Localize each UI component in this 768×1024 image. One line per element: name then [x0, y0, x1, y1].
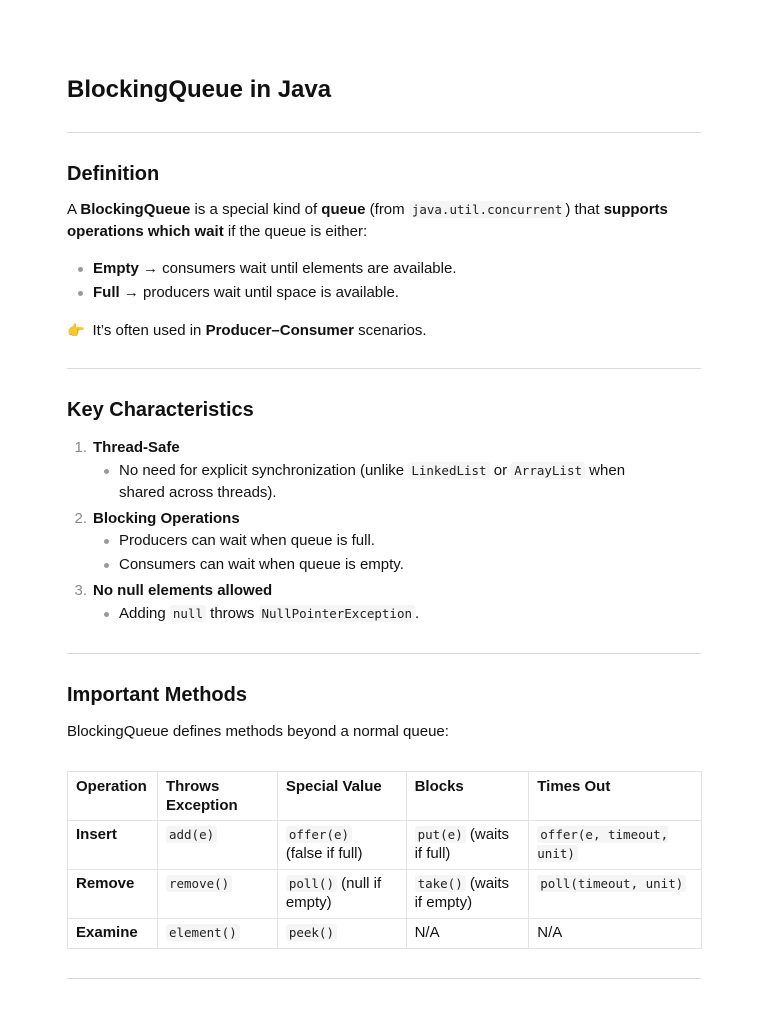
divider	[67, 368, 701, 369]
list-item: Producers can wait when queue is full.	[119, 532, 375, 549]
bullet-dot	[104, 469, 109, 474]
list-item: No need for explicit synchronization (unlike LinkedList or ArrayList when	[119, 462, 626, 479]
list-item: Empty → consumers wait until elements are available.	[93, 260, 457, 277]
list-item-title: No null elements allowed	[93, 582, 273, 599]
blocks-cell: take() (waits if empty)	[406, 870, 529, 919]
bullet-dot	[78, 267, 83, 272]
special-value-cell: peek()	[277, 919, 406, 949]
definition-paragraph: A BlockingQueue is a special kind of queue (from java.util.concurrent ) that supports operations which wait if the queue is either:	[67, 201, 668, 240]
column-header: Times Out	[529, 772, 702, 821]
note-paragraph: 👉 It’s often used in Producer–Consumer scenarios.	[67, 322, 427, 339]
list-item: Adding null throws NullPointerException .	[119, 605, 420, 622]
bullet-dot	[78, 291, 83, 296]
operation-cell: Insert	[68, 821, 158, 870]
table-row	[68, 870, 702, 919]
bullet-dot	[104, 539, 109, 544]
special-value-cell: offer(e) (false if full)	[277, 821, 406, 870]
operation-cell: Remove	[68, 870, 158, 919]
throws-cell: remove()	[157, 870, 277, 919]
page-title: BlockingQueue in Java	[67, 76, 332, 103]
special-value-cell: poll() (null if empty)	[277, 870, 406, 919]
timeout-cell: poll(timeout, unit)	[529, 870, 702, 919]
list-item: Full → producers wait until space is available.	[93, 284, 399, 301]
methods-table	[67, 771, 702, 949]
divider	[67, 653, 701, 654]
divider	[67, 132, 701, 133]
blocks-cell: put(e) (waits if full)	[406, 821, 529, 870]
timeout-cell: N/A	[529, 919, 702, 949]
pointing-hand-icon: 👉	[67, 322, 85, 338]
list-number: 1.	[74, 439, 87, 456]
methods-intro: BlockingQueue defines methods beyond a normal queue:	[67, 723, 449, 740]
column-header: Special Value	[277, 772, 406, 821]
list-number: 2.	[74, 510, 87, 527]
list-number: 3.	[74, 582, 87, 599]
package-code: java.util.concurrent	[409, 201, 566, 218]
column-header: Blocks	[406, 772, 529, 821]
list-item-title: Blocking Operations	[93, 510, 240, 527]
throws-cell: element()	[157, 919, 277, 949]
throws-cell: add(e)	[157, 821, 277, 870]
definition-heading: Definition	[67, 163, 160, 185]
list-item-title: Thread-Safe	[93, 439, 180, 456]
table-row	[68, 919, 702, 949]
list-item-continued: shared across threads).	[119, 484, 277, 501]
blocks-cell: N/A	[406, 919, 529, 949]
characteristics-heading: Key Characteristics	[67, 399, 254, 421]
operation-cell: Examine	[68, 919, 158, 949]
methods-heading: Important Methods	[67, 684, 247, 706]
bullet-dot	[104, 612, 109, 617]
timeout-cell: offer(e, timeout, unit)	[529, 821, 702, 870]
column-header: Operation	[68, 772, 158, 821]
table-row	[68, 821, 702, 870]
bullet-dot	[104, 563, 109, 568]
divider	[67, 978, 701, 979]
list-item: Consumers can wait when queue is empty.	[119, 556, 404, 573]
table-header-row	[68, 772, 702, 821]
column-header: Throws Exception	[157, 772, 277, 821]
